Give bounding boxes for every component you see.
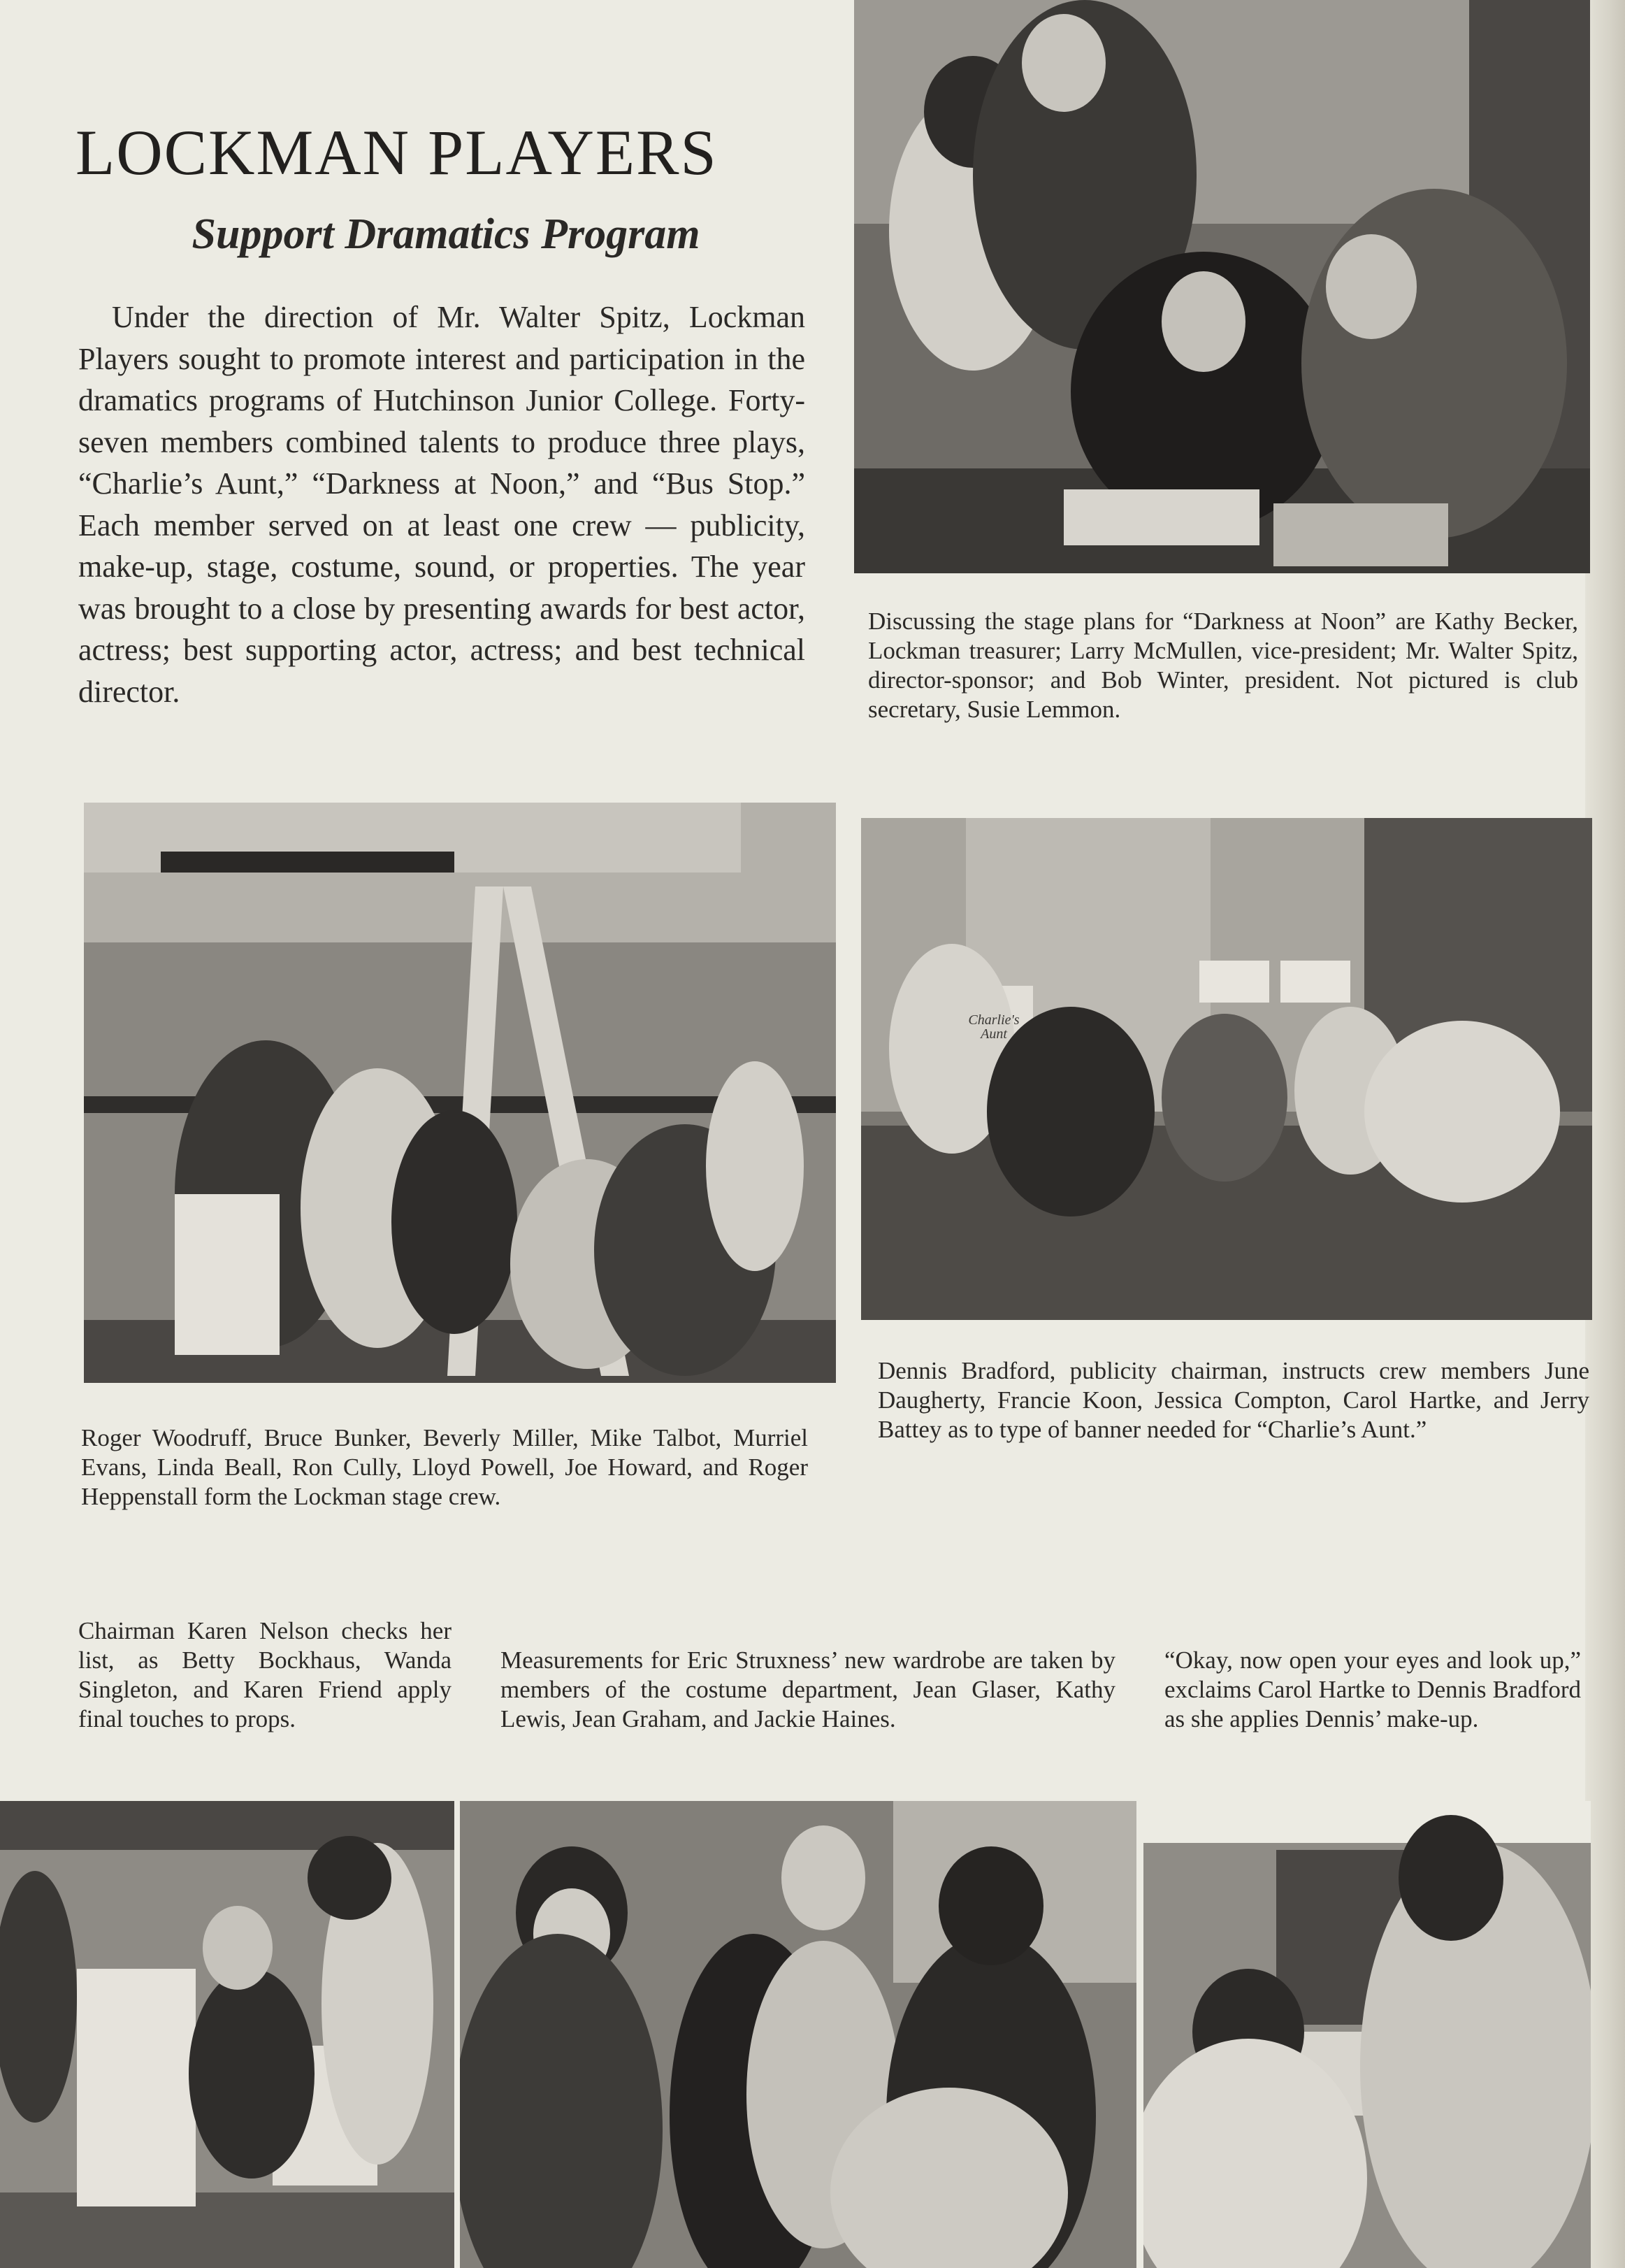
charlies-aunt-banner: Charlie's Aunt: [968, 1012, 1020, 1042]
props-photo: [0, 1801, 454, 2268]
props-caption: Chairman Karen Nelson checks her list, as Betty Bockhaus, Wanda Singleton, and Karen Friend apply final touches to props.: [78, 1617, 452, 1732]
intro-paragraph: Under the direction of Mr. Walter Spitz, Lockman Players sought to promote interest and participation in the dramatics programs of Hutchinson Junior College. Forty-seven members combined talents to produce three plays, “Charlie’s Aunt,” “Darkness at Noon,” and “Bus Stop.” Each member served on at least one crew — publicity, make-up, stage, costume, sound, or properties. The year was brought to a close by presenting awards for best actor, actress; best supporting actor, actress; and best technical director.: [78, 300, 805, 709]
makeup-photo: [1143, 1801, 1591, 2268]
publicity-photo: [861, 818, 1592, 1320]
page-title: LOCKMAN PLAYERS: [75, 117, 718, 188]
stage-crew-caption: Roger Woodruff, Bruce Bunker, Beverly Miller, Mike Talbot, Murriel Evans, Linda Beall, Ron Cully, Lloyd Powell, Joe Howard, and Roger Heppenstall form the Lockman stage crew.: [81, 1424, 808, 1510]
publicity-caption: Dennis Bradford, publicity chairman, instructs crew members June Daugherty, Francie Koon, Jessica Compton, Carol Hartke, and Jerry Battey as to type of banner needed for “Charlie’s Aunt.”: [878, 1357, 1589, 1443]
costume-caption: Measurements for Eric Struxness’ new wardrobe are taken by members of the costume department, Jean Glaser, Kathy Lewis, Jean Graham, and Jackie Haines.: [500, 1646, 1115, 1732]
makeup-caption: “Okay, now open your eyes and look up,” exclaims Carol Hartke to Dennis Bradford as she applies Dennis’ make-up.: [1164, 1646, 1581, 1732]
page-subtitle: Support Dramatics Program: [192, 210, 700, 258]
stage-crew-photo: [84, 803, 836, 1383]
costume-photo: [460, 1801, 1136, 2268]
officers-photo: [854, 0, 1590, 573]
officers-caption: Discussing the stage plans for “Darkness at Noon” are Kathy Becker, Lockman treasurer; Larry McMullen, vice-president; Mr. Walter Spitz, director-sponsor; and Bob Winter, president. Not pictured is club secretary, Susie Lemmon.: [868, 608, 1578, 723]
